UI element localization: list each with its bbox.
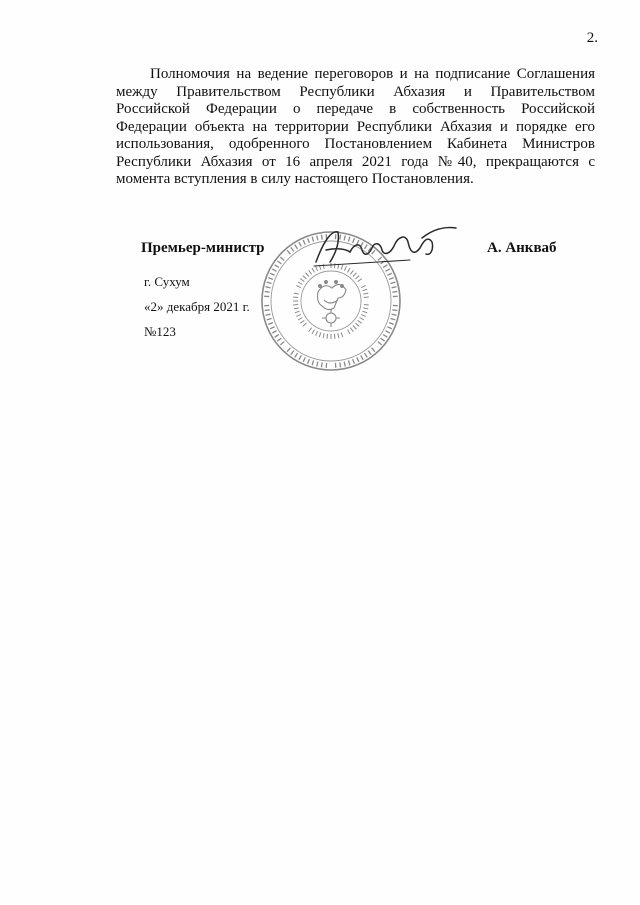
seal-letter-mark [272, 269, 276, 271]
seal-letter-mark [300, 320, 304, 323]
seal-letter-mark [295, 353, 298, 357]
handwritten-signature [310, 222, 460, 272]
seal-letter-mark [387, 273, 392, 275]
seal-letter-mark [298, 318, 302, 321]
seal-letter-mark [390, 318, 395, 319]
seal-letter-mark [308, 359, 310, 364]
seal-letter-mark [319, 332, 321, 337]
seal-letter-mark [392, 310, 397, 311]
seal-letter-mark [295, 245, 298, 249]
seal-emblem [318, 281, 347, 327]
seal-letter-mark [368, 351, 371, 355]
seal-letter-mark [277, 261, 281, 264]
seal-letter-mark [381, 338, 385, 341]
document-date: «2» декабря 2021 г. [144, 299, 250, 314]
seal-letter-mark [338, 333, 339, 338]
seal-letter-mark [361, 314, 366, 316]
seal-letter-mark [293, 304, 298, 305]
seal-letter-mark [268, 323, 273, 325]
seal-letter-mark [387, 327, 392, 329]
seal-letter-mark [268, 278, 273, 280]
seal-letter-mark [266, 287, 271, 288]
seal-letter-mark [363, 308, 368, 309]
seal-letter-mark [275, 265, 279, 268]
seal-letter-mark [265, 291, 270, 292]
seal-letter-mark [312, 360, 313, 365]
position-title: Премьер-министр [141, 240, 265, 256]
seal-letter-mark [363, 293, 368, 294]
seal-letter-mark [291, 351, 294, 355]
seal-letter-mark [309, 328, 312, 332]
seal-letter-mark [303, 276, 307, 279]
seal-letter-mark [341, 332, 343, 337]
seal-letter-mark [287, 348, 290, 352]
seal-letter-mark [364, 304, 369, 305]
seal-letter-mark [392, 314, 397, 315]
seal-letter-mark [364, 297, 369, 298]
seal-letter-mark [358, 279, 362, 282]
seal-letter-mark [334, 334, 335, 339]
place: г. Сухум [144, 274, 190, 289]
seal-letter-mark [293, 297, 298, 298]
seal-letter-mark [390, 282, 395, 283]
seal-letter-mark [306, 273, 309, 277]
seal-letter-mark [270, 327, 275, 329]
seal-letter-mark [323, 333, 324, 338]
seal-letter-mark [360, 318, 364, 321]
seal-letter-mark [372, 348, 375, 352]
seal-emblem-ring [301, 271, 361, 331]
seal-letter-mark [300, 279, 304, 282]
seal-letter-mark [348, 330, 351, 334]
seal-letter-mark [287, 250, 290, 254]
seal-letter-mark [353, 326, 356, 330]
seal-letter-mark [357, 357, 359, 362]
seal-letter-mark [295, 311, 300, 313]
seal-letter-mark [303, 323, 307, 326]
seal-inner-lettering [293, 263, 369, 339]
seal-letter-mark [299, 242, 301, 246]
seal-letter-mark [296, 314, 301, 316]
seal-letter-mark [358, 320, 362, 323]
seal-letter-mark [294, 293, 299, 294]
seal-letter-mark [299, 355, 301, 359]
seal-letter-mark [275, 335, 279, 338]
seal-letter-mark [356, 276, 360, 279]
seal-letter-mark [267, 318, 272, 319]
seal-letter-mark [353, 359, 355, 364]
seal-letter-mark [294, 308, 299, 309]
seal-letter-mark [362, 311, 367, 313]
seal-letter-mark [361, 286, 366, 288]
seal-letter-mark [362, 289, 367, 291]
seal-letter-mark [389, 323, 394, 325]
seal-letter-mark [291, 247, 294, 251]
seal-letter-mark [392, 291, 397, 292]
seal-letter-mark [356, 323, 360, 326]
seal-letter-mark [277, 338, 281, 341]
seal-letter-mark [389, 278, 394, 280]
seal-letter-mark [317, 362, 318, 367]
seal-letter-mark [266, 314, 271, 315]
seal-letter-mark [344, 362, 345, 367]
seal-letter-mark [340, 362, 341, 367]
seal-letter-mark [316, 331, 318, 336]
seal-letter-mark [312, 330, 315, 334]
seal-letter-mark [348, 360, 349, 365]
seal-letter-mark [361, 355, 363, 359]
seal-letter-mark [365, 353, 368, 357]
seal-letter-mark [353, 273, 356, 277]
seal-letter-mark [298, 282, 302, 285]
seal-letter-mark [383, 335, 387, 338]
body-paragraph: Полномочия на ведение переговоров и на подписание Соглашения между Правительством Республики Абхазия и Правительством Российской Федерации о передаче в собственность Российской Федерации объекта на территории Республики Абхазия и порядке его использования, одобренного Постановлением Кабинета Министров Республики Абхазия от 16 апреля 2021 года №40, прекращаются с момента вступления в силу настоящего Постановления. [116, 66, 595, 187]
seal-letter-mark [327, 334, 328, 339]
seal-letter-mark [378, 342, 382, 345]
seal-letter-mark [321, 362, 322, 367]
seal-letter-mark [272, 331, 276, 333]
signer-name: А. Анкваб [487, 240, 557, 256]
seal-letter-mark [385, 331, 389, 333]
seal-letter-mark [350, 328, 353, 332]
document-number: №123 [144, 324, 176, 339]
seal-letter-mark [280, 257, 284, 260]
seal-letter-mark [267, 282, 272, 283]
seal-letter-mark [270, 273, 275, 275]
seal-letter-mark [296, 286, 301, 288]
seal-letter-mark [303, 357, 305, 362]
seal-letter-mark [265, 310, 270, 311]
seal-letter-mark [392, 287, 397, 288]
page-number: 2. [586, 30, 598, 46]
seal-letter-mark [303, 240, 305, 245]
seal-letter-mark [280, 342, 284, 345]
